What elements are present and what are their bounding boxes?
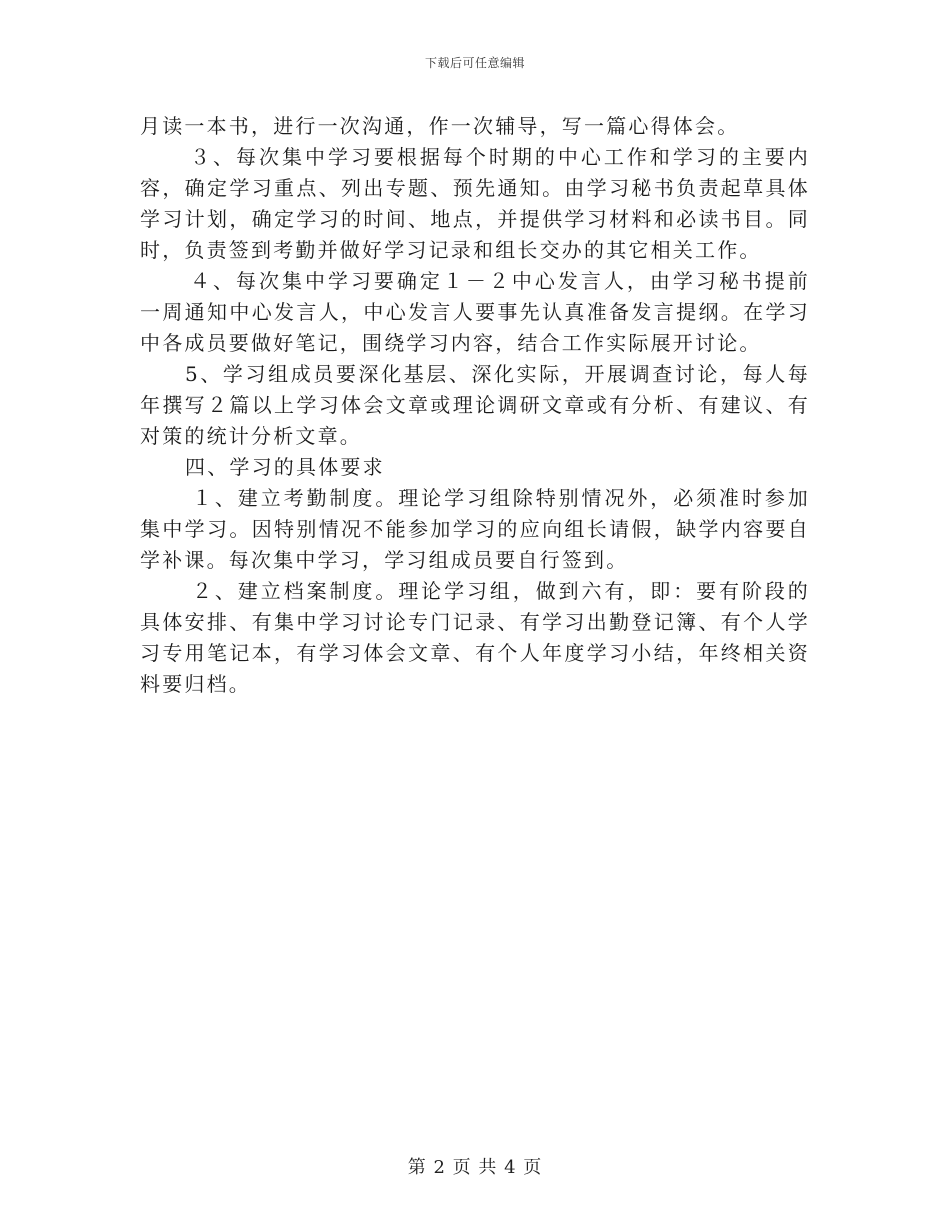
paragraph-item-4: ４、每次集中学习要确定１－２中心发言人，由学习秘书提前一周通知中心发言人，中心发言人要事先认真准备发言提纲。在学习中各成员要做好笔记，围绕学习内容，结合工作实际展开讨论。 [140, 269, 810, 355]
paragraph-requirement-2: ２、建立档案制度。理论学习组，做到六有，即：要有阶段的具体安排、有集中学习讨论专门记录、有学习出勤登记簿、有个人学习专用笔记本，有学习体会文章、有个人年度学习小结，年终相关资料要归档。 [140, 579, 810, 696]
paragraph-continuation: 月读一本书，进行一次沟通，作一次辅导，写一篇心得体会。 [140, 114, 740, 138]
page-number: 第 2 页 共 4 页 [407, 1157, 543, 1178]
paragraph-requirement-1: １、建立考勤制度。理论学习组除特别情况外，必须准时参加集中学习。因特别情况不能参加学习的应向组长请假，缺学内容要自学补课。每次集中学习，学习组成员要自行签到。 [140, 486, 810, 572]
paragraph-item-5: 5、学习组成员要深化基层、深化实际，开展调查讨论，每人每年撰写２篇以上学习体会文章或理论调研文章或有分析、有建议、有对策的统计分析文章。 [140, 362, 810, 448]
document-body [140, 111, 810, 700]
header-note: 下载后可任意编辑 [424, 56, 525, 70]
section-heading: 四、学习的具体要求 [185, 455, 385, 479]
paragraph-item-3: ３、每次集中学习要根据每个时期的中心工作和学习的主要内容，确定学习重点、列出专题、预先通知。由学习秘书负责起草具体学习计划，确定学习的时间、地点，并提供学习材料和必读书目。同时，负责签到考勤并做好学习记录和组长交办的其它相关工作。 [140, 145, 810, 262]
